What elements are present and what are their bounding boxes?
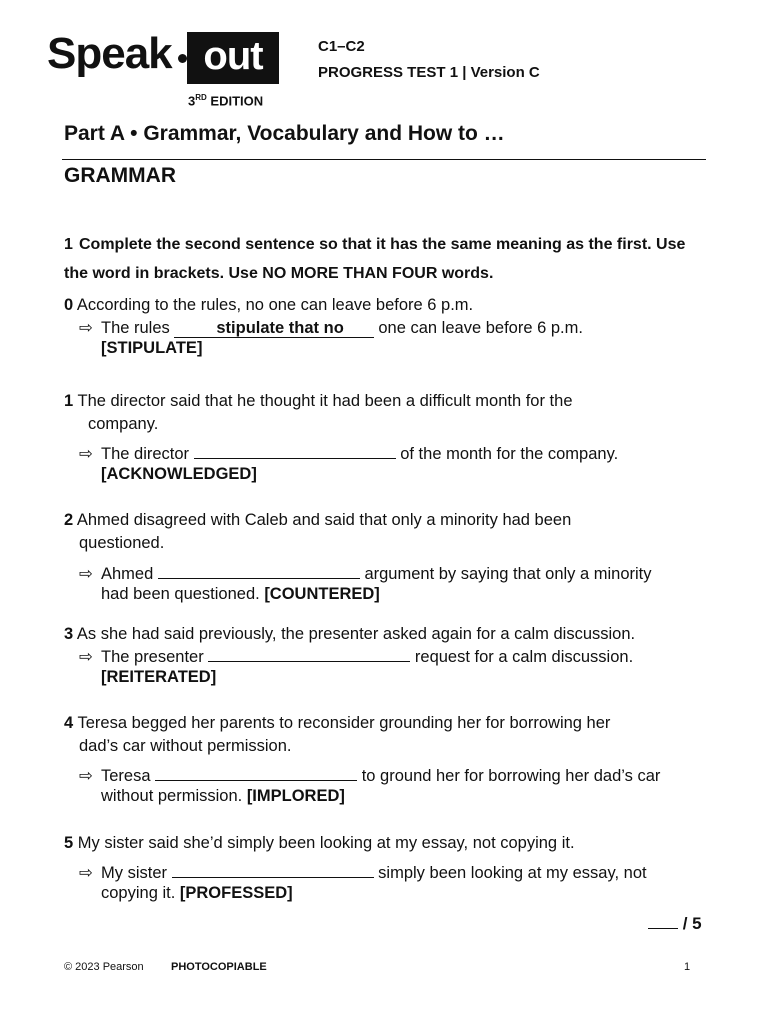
score-blank-input[interactable] [648, 914, 678, 929]
answer-suffix: request for a calm discussion. [410, 648, 634, 666]
edition-superscript: RD [195, 93, 207, 102]
answer-2 [79, 564, 719, 604]
question-2 [64, 509, 714, 555]
question-number: 2 [64, 511, 74, 529]
question-line1: As she had said previously, the presenter asked again for a calm discussion. [76, 625, 636, 643]
question-1 [64, 390, 714, 436]
footer-photocopiable: PHOTOCOPIABLE [171, 961, 267, 973]
keyword: [ACKNOWLEDGED] [101, 465, 257, 483]
answer-5 [79, 863, 719, 903]
arrow-icon: ⇨ [79, 565, 93, 583]
logo-speak-text: Speak [47, 29, 172, 78]
question-line1: Ahmed disagreed with Caleb and said that only a minority had been [76, 511, 572, 529]
answer-suffix: to ground her for borrowing her dad’s car [357, 767, 661, 785]
footer-copyright: © 2023 Pearson [64, 961, 144, 973]
question-number: 0 [64, 296, 74, 314]
keyword: [REITERATED] [101, 668, 217, 686]
answer-1 [79, 444, 719, 484]
example-question [64, 294, 714, 317]
logo-dot [178, 54, 187, 63]
keyword: [PROFESSED] [179, 884, 293, 902]
test-name: PROGRESS TEST 1 | Version C [318, 64, 540, 81]
logo-out-text: out [203, 34, 263, 78]
arrow-icon: ⇨ [79, 319, 93, 337]
arrow-icon: ⇨ [79, 648, 93, 666]
answer-suffix: of the month for the company. [395, 445, 619, 463]
section-title: GRAMMAR [64, 164, 176, 187]
answer-4 [79, 766, 719, 806]
question-line2: company. [88, 415, 159, 433]
question-line2: dad’s car without permission. [79, 737, 292, 755]
part-title: Part A • Grammar, Vocabulary and How to … [64, 122, 505, 145]
divider [62, 159, 706, 160]
answer-3 [79, 647, 719, 687]
answer-line2 [79, 883, 719, 903]
keyword: [COUNTERED] [264, 585, 380, 603]
answer-blank-input[interactable] [172, 863, 374, 878]
exercise-number: 1 [64, 236, 73, 253]
answer-suffix: one can leave before 6 p.m. [373, 319, 583, 337]
score-total [648, 914, 702, 934]
question-number: 1 [64, 392, 74, 410]
answer-prefix: The presenter [101, 648, 209, 666]
question-5 [64, 832, 714, 855]
arrow-icon: ⇨ [79, 767, 93, 785]
answer-prefix: The rules [101, 319, 175, 337]
footer-page-number: 1 [684, 961, 691, 973]
question-number: 3 [64, 625, 74, 643]
example-filled-answer: stipulate that no [174, 319, 373, 338]
question-number: 4 [64, 714, 74, 732]
question-line1: My sister said she’d simply been looking at my essay, not copying it. [77, 834, 575, 852]
answer-continuation: copying it. [101, 884, 180, 902]
answer-prefix: My sister [101, 864, 172, 882]
logo-out-box [187, 32, 279, 84]
example-answer [79, 318, 719, 358]
answer-blank-input[interactable] [194, 444, 396, 459]
keyword: [IMPLORED] [246, 787, 345, 805]
answer-prefix: Ahmed [101, 565, 158, 583]
arrow-icon: ⇨ [79, 864, 93, 882]
question-line1: The director said that he thought it had been a difficult month for the [77, 392, 573, 410]
exercise-instruction [64, 230, 704, 288]
answer-continuation: without permission. [101, 787, 247, 805]
question-sentence: According to the rules, no one can leave before 6 p.m. [76, 296, 474, 314]
keyword: [STIPULATE] [101, 339, 203, 357]
question-line2: questioned. [79, 534, 165, 552]
answer-blank-input[interactable] [158, 564, 360, 579]
answer-prefix: Teresa [101, 767, 156, 785]
answer-suffix: simply been looking at my essay, not [373, 864, 647, 882]
answer-suffix: argument by saying that only a minority [359, 565, 652, 583]
answer-continuation: had been questioned. [101, 585, 265, 603]
score-value: / 5 [682, 914, 702, 933]
answer-prefix: The director [101, 445, 194, 463]
instruction-text: Complete the second sentence so that it has the same meaning as the first. Use the word in brackets. Use NO MORE THAN FOUR words. [64, 236, 686, 282]
edition-label [188, 93, 263, 108]
question-4 [64, 712, 714, 758]
answer-blank-input[interactable] [208, 647, 410, 662]
question-3 [64, 623, 714, 646]
arrow-icon: ⇨ [79, 445, 93, 463]
question-line1: Teresa begged her parents to reconsider grounding her for borrowing her [77, 714, 611, 732]
level-label: C1–C2 [318, 38, 365, 55]
answer-blank-input[interactable] [155, 766, 357, 781]
edition-number: 3 [188, 93, 196, 109]
edition-word: EDITION [206, 93, 264, 109]
question-number: 5 [64, 834, 74, 852]
answer-line2 [79, 584, 719, 604]
answer-line2 [79, 786, 719, 806]
